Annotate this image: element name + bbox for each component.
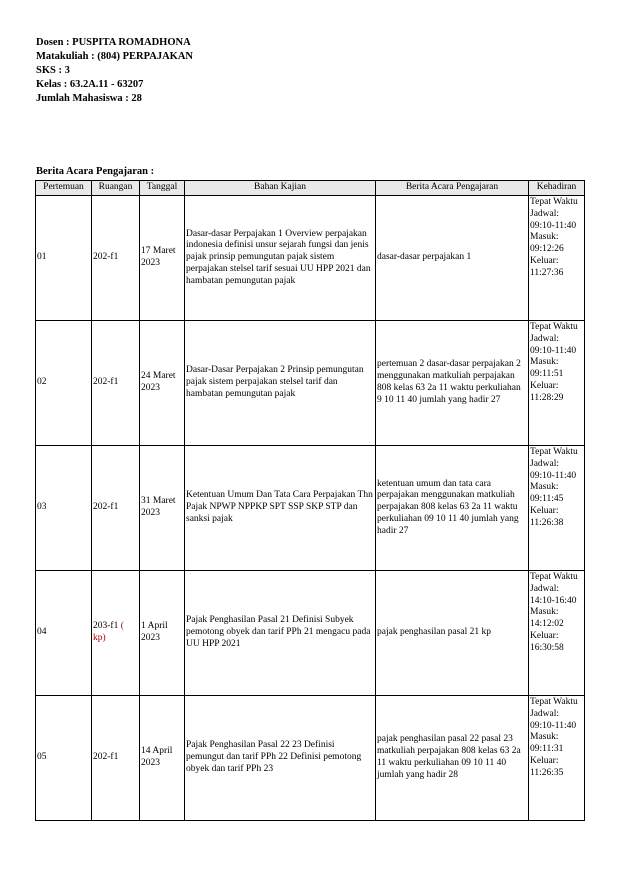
room-code: 203-f1 — [93, 621, 119, 632]
lecturer-name: Dosen : PUSPITA ROMADHONA — [36, 37, 191, 48]
teaching-record-table — [35, 180, 585, 821]
section-title: Berita Acara Pengajaran : — [36, 166, 155, 177]
attendance: Tepat Waktu Jadwal: 14:10-16:40 Masuk: 14:12:02 Keluar: 16:30:58 — [529, 571, 585, 696]
room — [92, 321, 140, 446]
table-row — [36, 321, 585, 446]
study-material: Dasar-dasar Perpajakan 1 Overview perpajakan indonesia definisi unsur sejarah fungsi dan jenis pajak prinsip pemungutan pajak sistem perpajakan stelsel tarif sesuai UU HPP 2021 dan hambatan pemungutan pajak — [185, 196, 376, 321]
column-header: Tanggal — [140, 181, 185, 196]
column-header: Kehadiran — [529, 181, 585, 196]
teaching-report: ketentuan umum dan tata cara perpajakan menggunakan matkuliah perpajakan 808 kelas 63 2a 11 waktu perkuliahan 09 10 11 40 jumlah yang hadir 27 — [376, 446, 529, 571]
teaching-report: dasar-dasar perpajakan 1 — [376, 196, 529, 321]
study-material: Pajak Penghasilan Pasal 21 Definisi Subyek pemotong obyek dan tarif PPh 21 mengacu pada UU HPP 2021 — [185, 571, 376, 696]
meeting-number: 01 — [36, 196, 92, 321]
course-name: Matakuliah : (804) PERPAJAKAN — [36, 51, 194, 62]
column-header: Pertemuan — [36, 181, 92, 196]
teaching-report: pajak penghasilan pasal 21 kp — [376, 571, 529, 696]
meeting-number: 02 — [36, 321, 92, 446]
table-row — [36, 196, 585, 321]
room — [92, 571, 140, 696]
student-count: Jumlah Mahasiswa : 28 — [36, 93, 142, 104]
column-header: Ruangan — [92, 181, 140, 196]
table-row — [36, 446, 585, 571]
room — [92, 696, 140, 821]
class-code: Kelas : 63.2A.11 - 63207 — [36, 79, 144, 90]
room — [92, 446, 140, 571]
date: 17 Maret 2023 — [140, 196, 185, 321]
attendance: Tepat Waktu Jadwal: 09:10-11:40 Masuk: 09:12:26 Keluar: 11:27:36 — [529, 196, 585, 321]
course-header — [36, 36, 193, 106]
study-material: Ketentuan Umum Dan Tata Cara Perpajakan Thn Pajak NPWP NPPKP SPT SSP SKP STP dan sanksi pajak — [185, 446, 376, 571]
date: 1 April 2023 — [140, 571, 185, 696]
credits: SKS : 3 — [36, 65, 70, 76]
attendance: Tepat Waktu Jadwal: 09:10-11:40 Masuk: 09:11:31 Keluar: 11:26:35 — [529, 696, 585, 821]
study-material: Pajak Penghasilan Pasal 22 23 Definisi pemungut dan tarif PPh 22 Definisi pemotong obyek dan tarif PPh 23 — [185, 696, 376, 821]
meeting-number: 05 — [36, 696, 92, 821]
column-header: Bahan Kajian — [185, 181, 376, 196]
table-row — [36, 571, 585, 696]
date: 24 Maret 2023 — [140, 321, 185, 446]
room-note: ( kp) — [93, 621, 124, 643]
room-code: 202-f1 — [93, 752, 119, 763]
table-row — [36, 696, 585, 821]
room-code: 202-f1 — [93, 252, 119, 263]
meeting-number: 04 — [36, 571, 92, 696]
column-header: Berita Acara Pengajaran — [376, 181, 529, 196]
study-material: Dasar-Dasar Perpajakan 2 Prinsip pemungutan pajak sistem perpajakan stelsel tarif dan hambatan pemungutan pajak — [185, 321, 376, 446]
meeting-number: 03 — [36, 446, 92, 571]
attendance: Tepat Waktu Jadwal: 09:10-11:40 Masuk: 09:11:45 Keluar: 11:26:38 — [529, 446, 585, 571]
date: 31 Maret 2023 — [140, 446, 185, 571]
date: 14 April 2023 — [140, 696, 185, 821]
attendance: Tepat Waktu Jadwal: 09:10-11:40 Masuk: 09:11:51 Keluar: 11:28:29 — [529, 321, 585, 446]
room-code: 202-f1 — [93, 502, 119, 513]
teaching-report: pajak penghasilan pasal 22 pasal 23 matkuliah perpajakan 808 kelas 63 2a 11 waktu perkuliahan 09 10 11 40 jumlah yang hadir 28 — [376, 696, 529, 821]
table-header-row — [36, 181, 585, 196]
room-code: 202-f1 — [93, 377, 119, 388]
teaching-report: pertemuan 2 dasar-dasar perpajakan 2 menggunakan matkuliah perpajakan 808 kelas 63 2a 11 waktu perkuliahan 9 10 11 40 jumlah yang hadir 27 — [376, 321, 529, 446]
room — [92, 196, 140, 321]
